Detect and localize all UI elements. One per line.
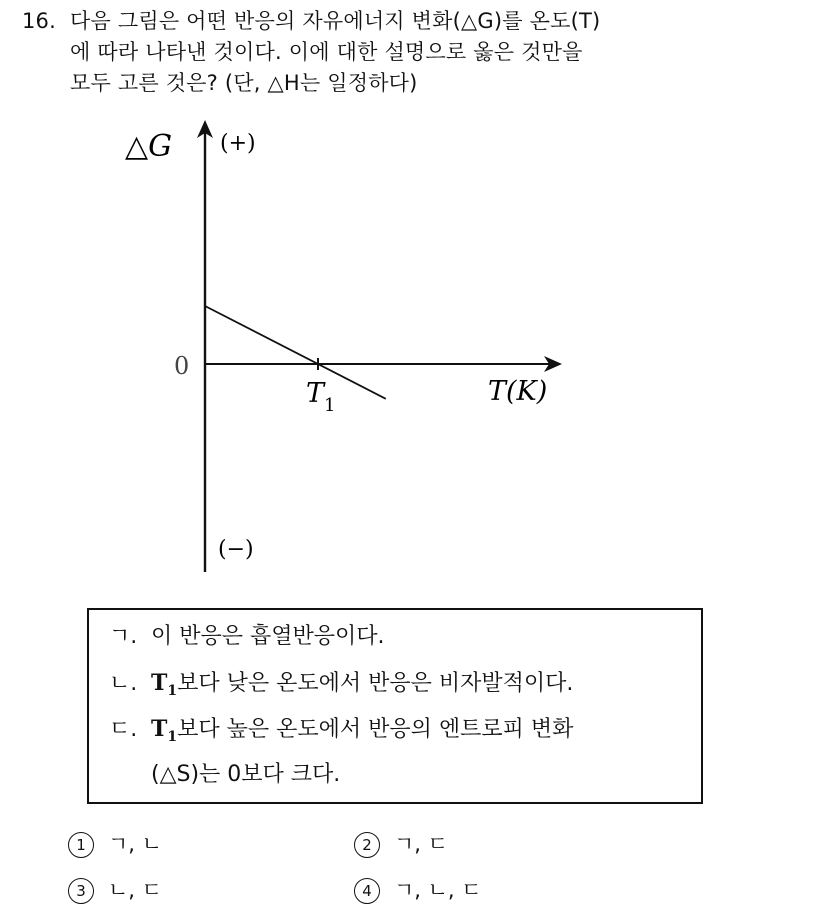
question-text: [22, 6, 812, 99]
choice-4[interactable]: [354, 874, 482, 904]
statement-1: [109, 622, 385, 652]
question-line-1-text: 다음 그림은 어떤 반응의 자유에너지 변화(△G)를 온도(T): [70, 9, 601, 33]
statement-3: [109, 714, 573, 752]
delta-g-vs-temperature-graph: [110, 112, 590, 582]
statement-2-text: 보다 낮은 온도에서 반응은 비자발적이다.: [177, 671, 574, 696]
question-number: 16.: [22, 9, 56, 33]
choice-2[interactable]: [354, 828, 448, 858]
x-axis-label: T(K): [488, 376, 548, 407]
choice-3[interactable]: [68, 874, 162, 904]
statement-2-t-subscript: 1: [167, 683, 178, 699]
origin-label: 0: [174, 352, 190, 380]
statement-2-marker: ㄴ.: [109, 671, 138, 696]
t1-label: [306, 378, 335, 416]
statement-1-marker: ㄱ.: [109, 624, 138, 649]
choice-3-number: 3: [68, 878, 94, 904]
choice-3-text: ㄴ, ㄷ: [108, 878, 162, 902]
question-line-2: 에 따라 나타낸 것이다. 이에 대한 설명으로 옳은 것만을: [70, 40, 583, 64]
statement-2-t-symbol: T: [151, 670, 168, 696]
t1-label-subscript: 1: [324, 395, 336, 416]
statement-3-marker: ㄷ.: [109, 717, 138, 742]
y-axis-label: △G: [125, 129, 173, 164]
choice-1[interactable]: [68, 828, 162, 858]
y-plus-label: (+): [220, 131, 256, 156]
choice-2-number: 2: [354, 832, 380, 858]
choice-1-text: ㄱ, ㄴ: [108, 832, 162, 856]
statement-box: [87, 608, 703, 804]
question-line-1: [22, 6, 812, 37]
statement-1-text: 이 반응은 흡열반응이다.: [151, 624, 385, 649]
choice-4-text: ㄱ, ㄴ, ㄷ: [394, 878, 482, 902]
choice-1-number: 1: [68, 832, 94, 858]
t1-label-t: T: [306, 378, 325, 409]
choice-4-number: 4: [354, 878, 380, 904]
question-line-3: 모두 고른 것은? (단, △H는 일정하다): [70, 71, 418, 95]
statement-3-text: 보다 높은 온도에서 반응의 엔트로피 변화: [177, 717, 574, 742]
statement-3-t-subscript: 1: [167, 729, 178, 745]
choice-2-text: ㄱ, ㄷ: [394, 832, 448, 856]
delta-g-line: [205, 306, 386, 399]
statement-3-t-symbol: T: [151, 716, 168, 742]
statement-3-continuation: (△S)는 0보다 크다.: [151, 762, 341, 787]
y-minus-label: (−): [218, 537, 254, 562]
statement-2: [109, 668, 573, 706]
